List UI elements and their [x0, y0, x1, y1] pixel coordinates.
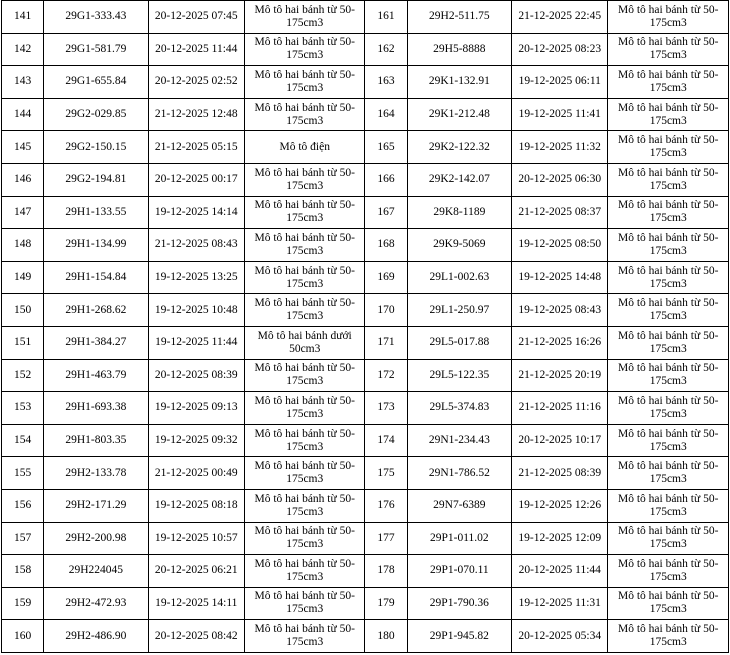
- table-row: [2, 555, 729, 588]
- right-row-number-cell: 179: [365, 587, 407, 620]
- right-plate-cell: 29K1-132.91: [407, 66, 511, 99]
- violation-table: [1, 0, 729, 653]
- right-row-number-cell: 175: [365, 457, 407, 490]
- left-vehicle-type-cell: Mô tô hai bánh từ 50-175cm3: [244, 33, 364, 66]
- left-plate-cell: 29H1-693.38: [44, 392, 148, 425]
- left-vehicle-type-cell: Mô tô hai bánh từ 50-175cm3: [244, 196, 364, 229]
- left-plate-cell: 29H2-486.90: [44, 620, 148, 653]
- right-vehicle-type-cell: Mô tô hai bánh từ 50-175cm3: [608, 98, 729, 131]
- left-time-cell: 20-12-2025 00:17: [148, 163, 244, 196]
- left-time-cell: 19-12-2025 11:44: [148, 326, 244, 359]
- right-time-cell: 19-12-2025 12:09: [512, 522, 608, 555]
- right-row-number-cell: 161: [365, 1, 407, 34]
- right-vehicle-type-cell: Mô tô hai bánh từ 50-175cm3: [608, 457, 729, 490]
- left-vehicle-type-cell: Mô tô hai bánh từ 50-175cm3: [244, 457, 364, 490]
- table-row: [2, 587, 729, 620]
- right-plate-cell: 29N7-6389: [407, 489, 511, 522]
- left-vehicle-type-cell: Mô tô hai bánh dưới 50cm3: [244, 326, 364, 359]
- right-time-cell: 20-12-2025 11:44: [512, 555, 608, 588]
- right-row-number-cell: 173: [365, 392, 407, 425]
- table-row: [2, 33, 729, 66]
- left-row-number-cell: 160: [2, 620, 44, 653]
- right-vehicle-type-cell: Mô tô hai bánh từ 50-175cm3: [608, 66, 729, 99]
- left-vehicle-type-cell: Mô tô điện: [244, 131, 364, 164]
- left-plate-cell: 29H2-133.78: [44, 457, 148, 490]
- left-row-number-cell: 141: [2, 1, 44, 34]
- table-row: [2, 98, 729, 131]
- right-time-cell: 19-12-2025 14:48: [512, 261, 608, 294]
- left-vehicle-type-cell: Mô tô hai bánh từ 50-175cm3: [244, 66, 364, 99]
- left-plate-cell: 29G2-150.15: [44, 131, 148, 164]
- right-plate-cell: 29L5-374.83: [407, 392, 511, 425]
- right-time-cell: 20-12-2025 06:30: [512, 163, 608, 196]
- left-row-number-cell: 148: [2, 229, 44, 262]
- left-row-number-cell: 153: [2, 392, 44, 425]
- table-row: [2, 489, 729, 522]
- right-time-cell: 19-12-2025 08:50: [512, 229, 608, 262]
- left-plate-cell: 29H1-268.62: [44, 294, 148, 327]
- right-time-cell: 20-12-2025 10:17: [512, 424, 608, 457]
- left-vehicle-type-cell: Mô tô hai bánh từ 50-175cm3: [244, 163, 364, 196]
- right-row-number-cell: 177: [365, 522, 407, 555]
- right-time-cell: 19-12-2025 11:31: [512, 587, 608, 620]
- table-row: [2, 620, 729, 653]
- left-time-cell: 21-12-2025 05:15: [148, 131, 244, 164]
- right-time-cell: 21-12-2025 08:39: [512, 457, 608, 490]
- right-vehicle-type-cell: Mô tô hai bánh từ 50-175cm3: [608, 359, 729, 392]
- left-plate-cell: 29H1-803.35: [44, 424, 148, 457]
- left-time-cell: 20-12-2025 08:39: [148, 359, 244, 392]
- left-time-cell: 21-12-2025 08:43: [148, 229, 244, 262]
- right-plate-cell: 29P1-790.36: [407, 587, 511, 620]
- left-vehicle-type-cell: Mô tô hai bánh từ 50-175cm3: [244, 229, 364, 262]
- right-plate-cell: 29P1-945.82: [407, 620, 511, 653]
- right-plate-cell: 29K1-212.48: [407, 98, 511, 131]
- left-plate-cell: 29H2-472.93: [44, 587, 148, 620]
- right-vehicle-type-cell: Mô tô hai bánh từ 50-175cm3: [608, 229, 729, 262]
- right-vehicle-type-cell: Mô tô hai bánh từ 50-175cm3: [608, 261, 729, 294]
- left-plate-cell: 29H1-134.99: [44, 229, 148, 262]
- left-time-cell: 19-12-2025 10:57: [148, 522, 244, 555]
- right-vehicle-type-cell: Mô tô hai bánh từ 50-175cm3: [608, 392, 729, 425]
- table-row: [2, 359, 729, 392]
- right-plate-cell: 29L5-017.88: [407, 326, 511, 359]
- left-time-cell: 19-12-2025 13:25: [148, 261, 244, 294]
- right-row-number-cell: 178: [365, 555, 407, 588]
- left-vehicle-type-cell: Mô tô hai bánh từ 50-175cm3: [244, 424, 364, 457]
- right-row-number-cell: 171: [365, 326, 407, 359]
- left-time-cell: 20-12-2025 07:45: [148, 1, 244, 34]
- table-row: [2, 229, 729, 262]
- right-time-cell: 19-12-2025 12:26: [512, 489, 608, 522]
- left-vehicle-type-cell: Mô tô hai bánh từ 50-175cm3: [244, 98, 364, 131]
- left-vehicle-type-cell: Mô tô hai bánh từ 50-175cm3: [244, 359, 364, 392]
- right-plate-cell: 29L1-250.97: [407, 294, 511, 327]
- right-vehicle-type-cell: Mô tô hai bánh từ 50-175cm3: [608, 620, 729, 653]
- table-row: [2, 1, 729, 34]
- right-vehicle-type-cell: Mô tô hai bánh từ 50-175cm3: [608, 522, 729, 555]
- left-vehicle-type-cell: Mô tô hai bánh từ 50-175cm3: [244, 261, 364, 294]
- table-row: [2, 424, 729, 457]
- left-vehicle-type-cell: Mô tô hai bánh từ 50-175cm3: [244, 555, 364, 588]
- table-row: [2, 294, 729, 327]
- right-row-number-cell: 163: [365, 66, 407, 99]
- table-row: [2, 66, 729, 99]
- left-time-cell: 21-12-2025 00:49: [148, 457, 244, 490]
- right-time-cell: 21-12-2025 20:19: [512, 359, 608, 392]
- right-plate-cell: 29H2-511.75: [407, 1, 511, 34]
- left-time-cell: 20-12-2025 11:44: [148, 33, 244, 66]
- right-row-number-cell: 176: [365, 489, 407, 522]
- right-plate-cell: 29L5-122.35: [407, 359, 511, 392]
- left-row-number-cell: 152: [2, 359, 44, 392]
- table-row: [2, 326, 729, 359]
- left-time-cell: 19-12-2025 09:32: [148, 424, 244, 457]
- left-row-number-cell: 146: [2, 163, 44, 196]
- table-row: [2, 457, 729, 490]
- right-vehicle-type-cell: Mô tô hai bánh từ 50-175cm3: [608, 587, 729, 620]
- right-time-cell: 19-12-2025 11:41: [512, 98, 608, 131]
- left-plate-cell: 29H1-384.27: [44, 326, 148, 359]
- left-plate-cell: 29H1-463.79: [44, 359, 148, 392]
- right-row-number-cell: 169: [365, 261, 407, 294]
- left-plate-cell: 29G1-581.79: [44, 33, 148, 66]
- right-plate-cell: 29P1-011.02: [407, 522, 511, 555]
- left-plate-cell: 29H1-154.84: [44, 261, 148, 294]
- left-plate-cell: 29G2-194.81: [44, 163, 148, 196]
- left-vehicle-type-cell: Mô tô hai bánh từ 50-175cm3: [244, 392, 364, 425]
- right-row-number-cell: 180: [365, 620, 407, 653]
- right-vehicle-type-cell: Mô tô hai bánh từ 50-175cm3: [608, 196, 729, 229]
- left-plate-cell: 29H2-200.98: [44, 522, 148, 555]
- right-time-cell: 21-12-2025 11:16: [512, 392, 608, 425]
- right-time-cell: 19-12-2025 08:43: [512, 294, 608, 327]
- left-row-number-cell: 155: [2, 457, 44, 490]
- left-vehicle-type-cell: Mô tô hai bánh từ 50-175cm3: [244, 489, 364, 522]
- right-row-number-cell: 165: [365, 131, 407, 164]
- right-time-cell: 20-12-2025 08:23: [512, 33, 608, 66]
- left-row-number-cell: 150: [2, 294, 44, 327]
- left-row-number-cell: 158: [2, 555, 44, 588]
- right-vehicle-type-cell: Mô tô hai bánh từ 50-175cm3: [608, 326, 729, 359]
- right-row-number-cell: 164: [365, 98, 407, 131]
- table-row: [2, 131, 729, 164]
- left-plate-cell: 29H2-171.29: [44, 489, 148, 522]
- right-row-number-cell: 162: [365, 33, 407, 66]
- right-vehicle-type-cell: Mô tô hai bánh từ 50-175cm3: [608, 424, 729, 457]
- left-row-number-cell: 159: [2, 587, 44, 620]
- right-row-number-cell: 172: [365, 359, 407, 392]
- left-time-cell: 20-12-2025 06:21: [148, 555, 244, 588]
- left-plate-cell: 29H224045: [44, 555, 148, 588]
- left-row-number-cell: 157: [2, 522, 44, 555]
- left-vehicle-type-cell: Mô tô hai bánh từ 50-175cm3: [244, 294, 364, 327]
- left-time-cell: 19-12-2025 10:48: [148, 294, 244, 327]
- left-vehicle-type-cell: Mô tô hai bánh từ 50-175cm3: [244, 522, 364, 555]
- left-time-cell: 19-12-2025 08:18: [148, 489, 244, 522]
- right-time-cell: 20-12-2025 05:34: [512, 620, 608, 653]
- left-row-number-cell: 154: [2, 424, 44, 457]
- right-plate-cell: 29P1-070.11: [407, 555, 511, 588]
- left-time-cell: 19-12-2025 09:13: [148, 392, 244, 425]
- right-row-number-cell: 166: [365, 163, 407, 196]
- right-row-number-cell: 170: [365, 294, 407, 327]
- table-body: [2, 1, 729, 653]
- right-time-cell: 21-12-2025 08:37: [512, 196, 608, 229]
- right-vehicle-type-cell: Mô tô hai bánh từ 50-175cm3: [608, 1, 729, 34]
- right-time-cell: 21-12-2025 22:45: [512, 1, 608, 34]
- table-row: [2, 163, 729, 196]
- left-vehicle-type-cell: Mô tô hai bánh từ 50-175cm3: [244, 1, 364, 34]
- right-vehicle-type-cell: Mô tô hai bánh từ 50-175cm3: [608, 555, 729, 588]
- table-row: [2, 196, 729, 229]
- right-row-number-cell: 174: [365, 424, 407, 457]
- right-vehicle-type-cell: Mô tô hai bánh từ 50-175cm3: [608, 33, 729, 66]
- right-vehicle-type-cell: Mô tô hai bánh từ 50-175cm3: [608, 294, 729, 327]
- left-vehicle-type-cell: Mô tô hai bánh từ 50-175cm3: [244, 587, 364, 620]
- table-row: [2, 261, 729, 294]
- right-row-number-cell: 167: [365, 196, 407, 229]
- left-row-number-cell: 142: [2, 33, 44, 66]
- right-vehicle-type-cell: Mô tô hai bánh từ 50-175cm3: [608, 163, 729, 196]
- right-time-cell: 19-12-2025 06:11: [512, 66, 608, 99]
- right-vehicle-type-cell: Mô tô hai bánh từ 50-175cm3: [608, 489, 729, 522]
- right-time-cell: 21-12-2025 16:26: [512, 326, 608, 359]
- left-plate-cell: 29H1-133.55: [44, 196, 148, 229]
- right-plate-cell: 29N1-786.52: [407, 457, 511, 490]
- left-row-number-cell: 145: [2, 131, 44, 164]
- left-time-cell: 20-12-2025 08:42: [148, 620, 244, 653]
- right-plate-cell: 29N1-234.43: [407, 424, 511, 457]
- right-plate-cell: 29K8-1189: [407, 196, 511, 229]
- right-row-number-cell: 168: [365, 229, 407, 262]
- left-row-number-cell: 143: [2, 66, 44, 99]
- left-row-number-cell: 156: [2, 489, 44, 522]
- left-vehicle-type-cell: Mô tô hai bánh từ 50-175cm3: [244, 620, 364, 653]
- right-plate-cell: 29L1-002.63: [407, 261, 511, 294]
- left-row-number-cell: 144: [2, 98, 44, 131]
- table-row: [2, 522, 729, 555]
- right-plate-cell: 29K2-142.07: [407, 163, 511, 196]
- left-row-number-cell: 151: [2, 326, 44, 359]
- right-time-cell: 19-12-2025 11:32: [512, 131, 608, 164]
- table-row: [2, 392, 729, 425]
- left-time-cell: 19-12-2025 14:14: [148, 196, 244, 229]
- left-time-cell: 19-12-2025 14:11: [148, 587, 244, 620]
- left-plate-cell: 29G2-029.85: [44, 98, 148, 131]
- right-plate-cell: 29K9-5069: [407, 229, 511, 262]
- right-vehicle-type-cell: Mô tô hai bánh từ 50-175cm3: [608, 131, 729, 164]
- left-time-cell: 21-12-2025 12:48: [148, 98, 244, 131]
- left-time-cell: 20-12-2025 02:52: [148, 66, 244, 99]
- left-row-number-cell: 147: [2, 196, 44, 229]
- right-plate-cell: 29K2-122.32: [407, 131, 511, 164]
- left-plate-cell: 29G1-655.84: [44, 66, 148, 99]
- left-plate-cell: 29G1-333.43: [44, 1, 148, 34]
- left-row-number-cell: 149: [2, 261, 44, 294]
- right-plate-cell: 29H5-8888: [407, 33, 511, 66]
